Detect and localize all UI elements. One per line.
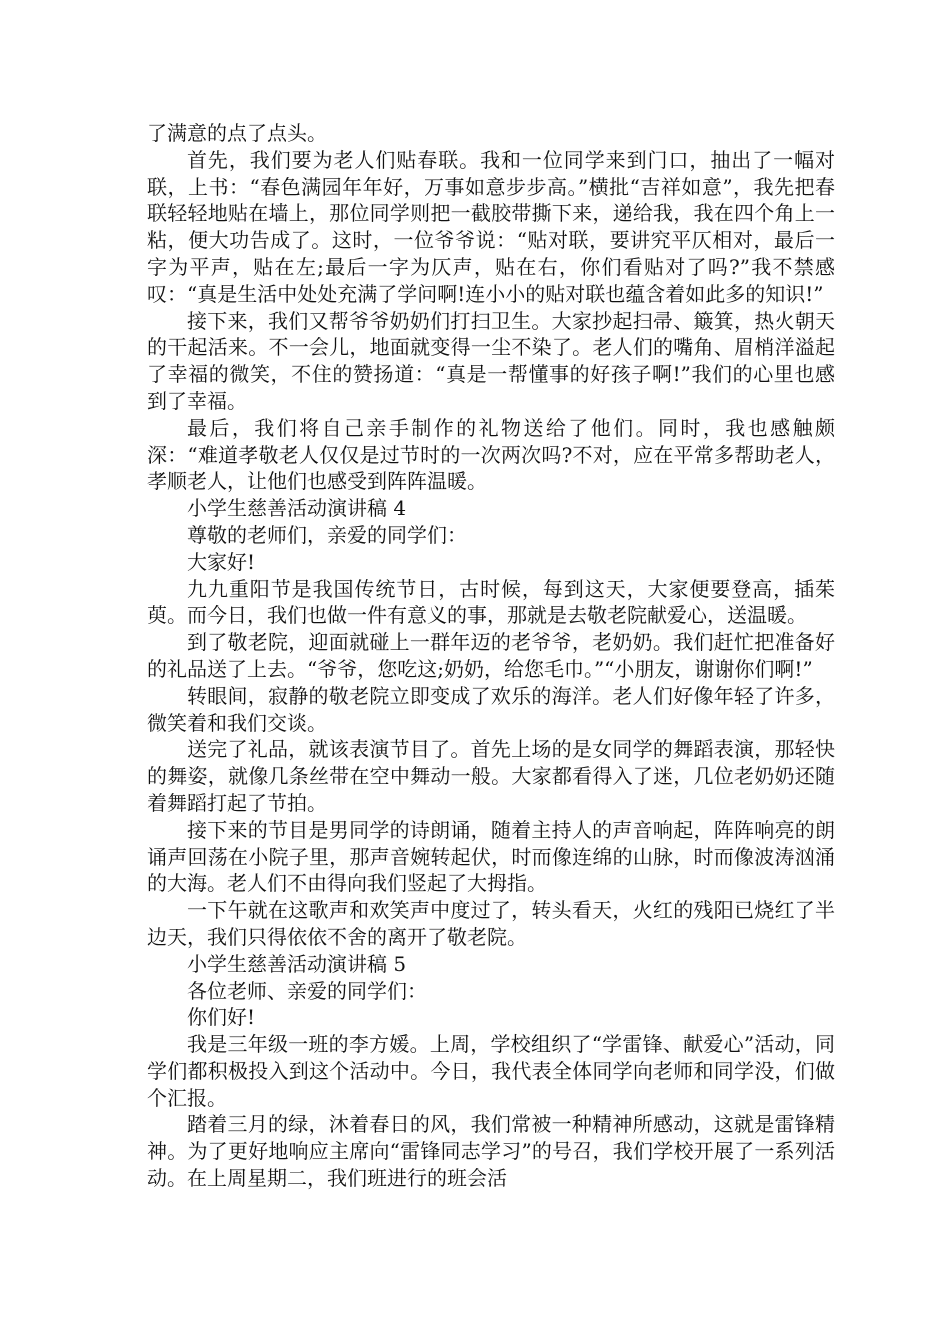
salutation: 各位老师、亲爱的同学们： <box>187 978 427 1003</box>
greeting: 你们好! <box>187 1005 256 1030</box>
paragraph-continuation: 了满意的点了点头。 <box>147 121 327 145</box>
paragraph: 我是三年级一班的李方媛。上周，学校组织了“学雷锋、献爱心”活动，同学们都积极投入到这个活动中。今日，我代表全体同学向老师和同学没，们做个汇报。 <box>147 1032 835 1110</box>
salutation: 尊敬的老师们，亲爱的同学们： <box>187 522 467 547</box>
paragraph: 踏着三月的绿，沐着春日的风，我们常被一种精神所感动，这就是雷锋精神。为了更好地响应主席向“雷锋同志学习”的号召，我们学校开展了一系列活动。在上周星期二，我们班进行的班会活 <box>147 1112 835 1191</box>
paragraph: 接下来，我们又帮爷爷奶奶们打扫卫生。大家抄起扫帚、簸箕，热火朝天的干起活来。不一会儿，地面就变得一尘不染了。老人们的嘴角、眉梢洋溢起了幸福的微笑，不住的赞扬道：“真是一帮懂事的好孩子啊!”我们的心里也感到了幸福。 <box>147 308 835 413</box>
paragraph: 首先，我们要为老人们贴春联。我和一位同学来到门口，抽出了一幅对联，上书：“春色满园年年好，万事如意步步高。”横批“吉祥如意”，我先把春联轻轻地贴在墙上，那位同学则把一截胶带撕下来，递给我，我在四个角上一粘，便大功告成了。这时，一位爷爷说：“贴对联，要讲究平仄相对，最后一字为平声，贴在左;最后一字为仄声，贴在右，你们看贴对了吗?”我不禁感叹：“真是生活中处处充满了学问啊!连小小的贴对联也蕴含着如此多的知识!” <box>147 147 835 306</box>
section-heading: 小学生慈善活动演讲稿 5 <box>187 951 407 976</box>
paragraph: 到了敬老院，迎面就碰上一群年迈的老爷爷，老奶奶。我们赶忙把准备好的礼品送了上去。“爷爷，您吃这;奶奶，给您毛巾。”“小朋友，谢谢你们啊!” <box>147 630 835 681</box>
paragraph: 转眼间，寂静的敬老院立即变成了欢乐的海洋。老人们好像年轻了许多，微笑着和我们交谈。 <box>147 683 835 735</box>
document-body <box>147 120 835 1192</box>
greeting: 大家好! <box>187 549 256 574</box>
paragraph: 最后，我们将自己亲手制作的礼物送给了他们。同时，我也感触颇深：“难道孝敬老人仅仅是过节时的一次两次吗?不对，应在平常多帮助老人，孝顺老人，让他们也感受到阵阵温暖。 <box>147 415 835 494</box>
section-heading: 小学生慈善活动演讲稿 4 <box>187 496 407 521</box>
paragraph: 送完了礼品，就该表演节目了。首先上场的是女同学的舞蹈表演，那轻快的舞姿，就像几条丝带在空中舞动一般。大家都看得入了迷，几位老奶奶还随着舞蹈打起了节拍。 <box>147 737 835 815</box>
paragraph: 接下来的节目是男同学的诗朗诵，随着主持人的声音响起，阵阵响亮的朗诵声回荡在小院子里，那声音婉转起伏，时而像连绵的山脉，时而像波涛汹涌的大海。老人们不由得向我们竖起了大拇指。 <box>147 817 835 896</box>
paragraph: 一下午就在这歌声和欢笑声中度过了，转头看天，火红的残阳已烧红了半边天，我们只得依依不舍的离开了敬老院。 <box>147 898 835 949</box>
paragraph: 九九重阳节是我国传统节日，古时候，每到这天，大家便要登高，插茱萸。而今日，我们也做一件有意义的事，那就是去敬老院献爱心，送温暖。 <box>147 576 835 628</box>
